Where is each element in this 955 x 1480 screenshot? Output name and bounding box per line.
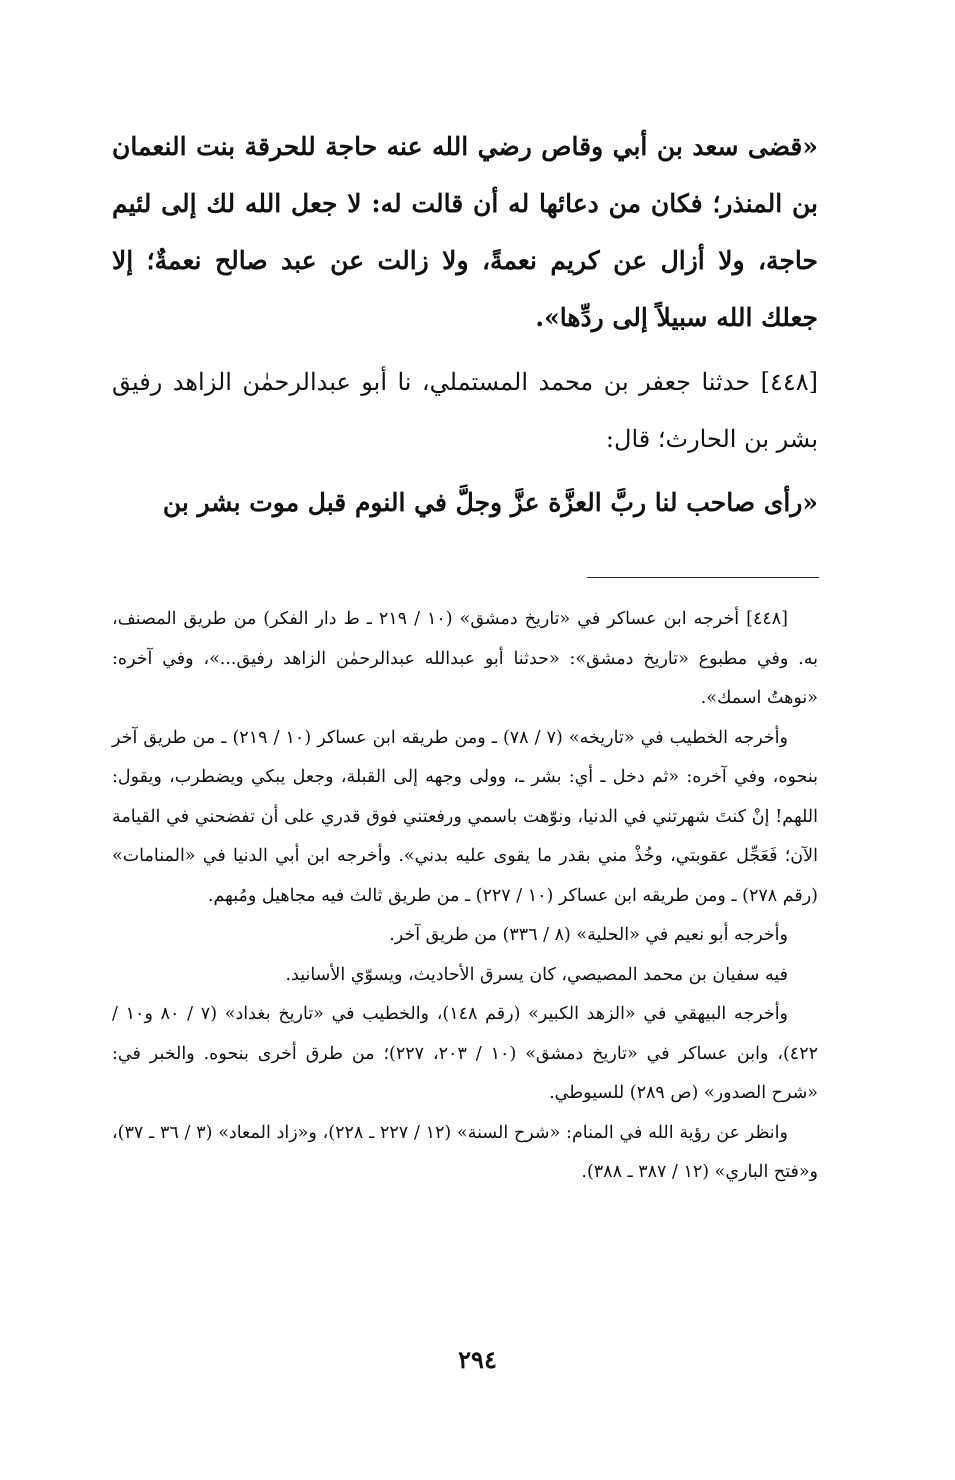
footnote-5: وأخرجه البيهقي في «الزهد الكبير» (رقم ١٤٨)، والخطيب في «تاريخ بغداد» (٧ / ٨٠ و١٠ / ٤٢٢)، وابن عساكر في «تاريخ دمشق» (١٠ / ٢٠٣، ٢٢٧)؛ من طرق أخرى بنحوه. والخبر في: «شرح الصدور» (ص ٢٨٩) للسيوطي. bbox=[112, 1004, 818, 1103]
footnote-separator bbox=[587, 577, 819, 578]
footnote-3: وأخرجه أبو نعيم في «الحلية» (٨ / ٣٣٦) من طريق آخر. bbox=[389, 925, 788, 945]
quote-paragraph-1: «قضى سعد بن أبي وقاص رضي الله عنه حاجة للحرقة بنت النعمان بن المنذر؛ فكان من دعائها له أن قالت له: لا جعل الله لك إلى لئيم حاجة، ولا أزال عن كريم نعمةً، ولا زالت عن عبد صالح نعمةٌ؛ إلا جعلك الله سبيلاً إلى ردِّها». bbox=[112, 132, 818, 332]
page-number: ٢٩٤ bbox=[458, 1345, 497, 1374]
footnotes bbox=[112, 600, 818, 1193]
footnote-6: وانظر عن رؤية الله في المنام: «شرح السنة» (١٢ / ٢٢٧ ـ ٢٢٨)، و«زاد المعاد» (٣ / ٣٦ ـ ٣٧)، و«فتح الباري» (١٢ / ٣٨٧ ـ ٣٨٨). bbox=[112, 1122, 818, 1182]
quote-paragraph-2: «رأى صاحب لنا ربَّ العزَّة عزَّ وجلَّ في النوم قبل موت بشر بن bbox=[162, 488, 818, 517]
footnote-1: [٤٤٨] أخرجه ابن عساكر في «تاريخ دمشق» (١٠ / ٢١٩ ـ ط دار الفكر) من طريق المصنف، به. وفي مطبوع «تاريخ دمشق»: «حدثنا أبو عبدالله عبدالرحمٰن الزاهد رفيق...»، وفي آخره: «نوهتُ اسمك». bbox=[112, 609, 818, 708]
main-text bbox=[112, 118, 818, 531]
footnote-4: فيه سفيان بن محمد المصيصي، كان يسرق الأحاديث، ويسوّي الأسانيد. bbox=[285, 964, 788, 985]
narration-paragraph: [٤٤٨] حدثنا جعفر بن محمد المستملي، نا أبو عبدالرحمٰن الزاهد رفيق بشر بن الحارث؛ قال: bbox=[112, 368, 818, 453]
footnote-2: وأخرجه الخطيب في «تاريخه» (٧ / ٧٨) ـ ومن طريقه ابن عساكر (١٠ / ٢١٩) ـ من طريق آخر بنحوه، وفي آخره: «ثم دخل ـ أي: بشر ـ، وولى وجهه إلى القبلة، وجعل يبكي ويضطرب، ويقول: اللهم! إنْ كنتَ شهرتني في الدنيا، ونوّهت باسمي ورفعتني فوق قدري على أن تفضحني في القيامة الآن؛ فَعَجِّل عقوبتي، وخُذْ مني بقدر ما يقوى عليه بدني». وأخرجه ابن أبي الدنيا في «المنامات» (رقم ٢٧٨) ـ ومن طريقه ابن عساكر (١٠ / ٢٢٧) ـ من طريق ثالث فيه مجاهيل ومُبهم. bbox=[112, 727, 818, 906]
